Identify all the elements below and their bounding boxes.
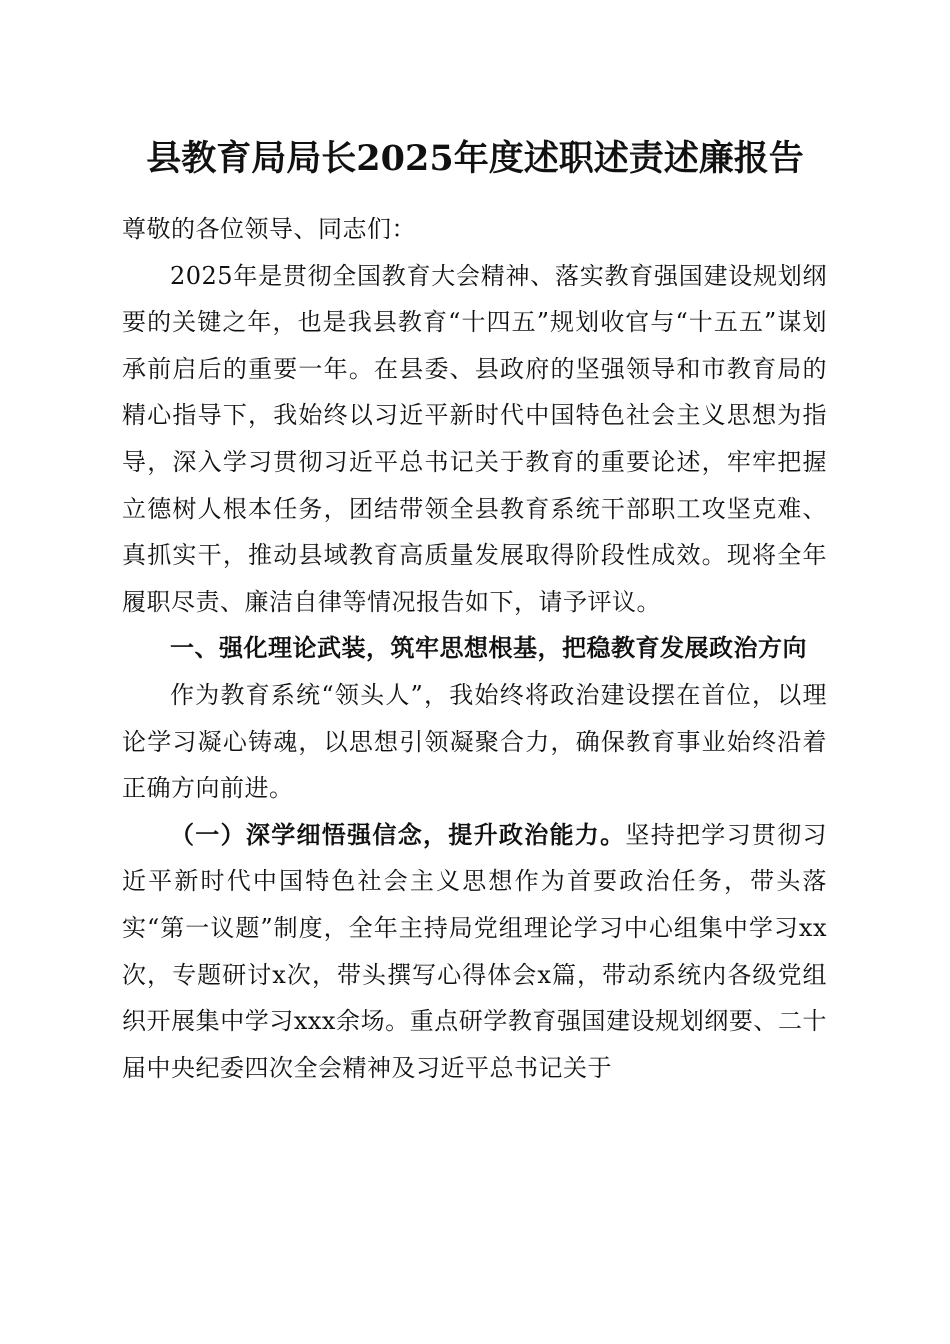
subsection-1-paragraph (122, 812, 827, 1092)
subsection-1-heading: （一）深学细悟强信念，提升政治能力。 (170, 819, 626, 849)
document-title: 县教育局局长2025年度述职述责述廉报告 (146, 138, 804, 179)
subsection-1-text: 坚持把学习贯彻习近平新时代中国特色社会主义思想作为首要政治任务，带头落实“第一议题”制度，全年主持局党组理论学习中心组集中学习xx次，专题研讨x次，带头撰写心得体会x篇，带动系统内各级党组织开展集中学习xxx余场。重点研学教育强国建设规划纲要、二十届中央纪委四次全会精神及习近平总书记关于 (122, 820, 828, 1082)
section-1-heading: 一、强化理论武装，筑牢思想根基，把稳教育发展政治方向 (170, 633, 807, 663)
section-1-intro: 作为教育系统“领头人”，我始终将政治建设摆在首位，以理论学习凝心铸魂，以思想引领凝聚合力，确保教育事业始终沿着正确方向前进。 (122, 680, 827, 803)
document-body (122, 206, 827, 1091)
salutation: 尊敬的各位领导、同志们： (122, 215, 416, 243)
intro-paragraph: 2025年是贯彻全国教育大会精神、落实教育强国建设规划纲要的关键之年，也是我县教育“十四五”规划收官与“十五五”谋划承前启后的重要一年。在县委、县政府的坚强领导和市教育局的精心指导下，我始终以习近平新时代中国特色社会主义思想为指导，深入学习贯彻习近平总书记关于教育的重要论述，牢牢把握立德树人根本任务，团结带领全县教育系统干部职工攻坚克难、真抓实干，推动县域教育高质量发展取得阶段性成效。现将全年履职尽责、廉洁自律等情况报告如下，请予评议。 (122, 261, 827, 616)
